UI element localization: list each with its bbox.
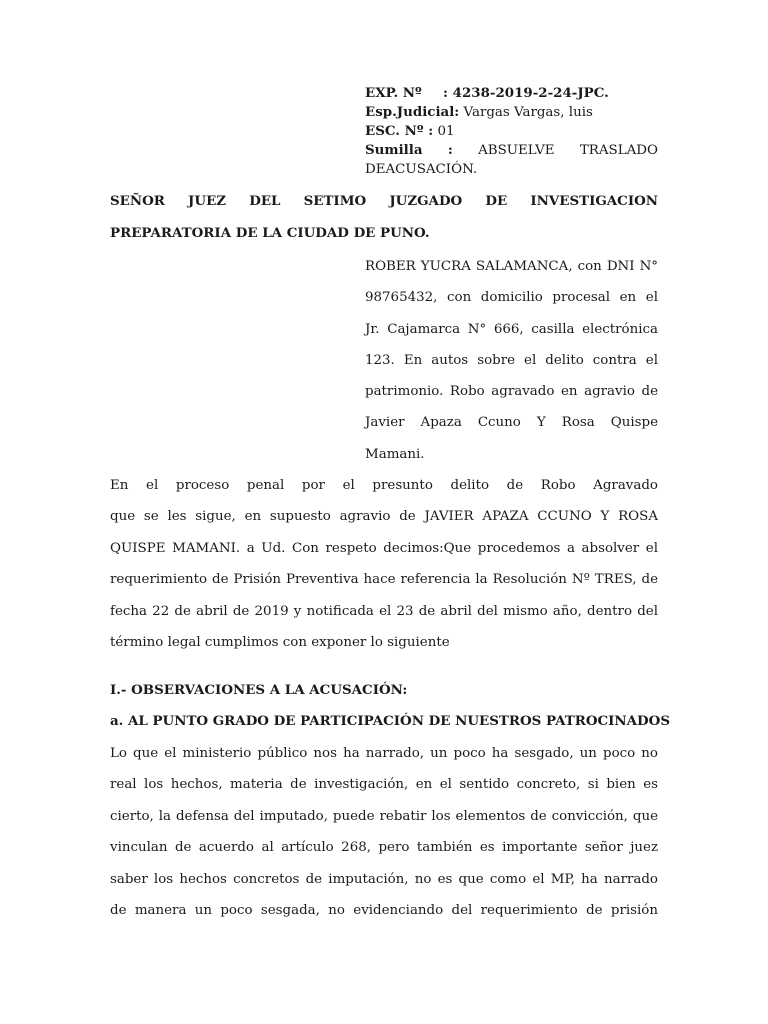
sumilla-line-2: DEACUSACIÓN. <box>365 162 478 177</box>
party-line: 98765432, con domicilio procesal en el <box>365 290 658 306</box>
expediente-value: : 4238-2019-2-24-JPC. <box>443 85 609 101</box>
paragraph-line: Lo que el ministerio público nos ha narrado, un poco ha sesgado, un poco no <box>110 746 658 761</box>
paragraph-line: vinculan de acuerdo al artículo 268, pero también es importante señor juez <box>110 840 658 856</box>
escrito-row <box>365 122 658 141</box>
escrito-value: 01 <box>437 124 455 139</box>
paragraph-line: QUISPE MAMANI. a Ud. Con respeto decimos:Que procedemos a absolver el <box>110 540 658 556</box>
judicial-value: Vargas Vargas, luis <box>463 105 593 120</box>
subsection-heading: a. AL PUNTO GRADO DE PARTICIPACIÓN DE NUESTROS PATROCINADOS <box>110 713 670 729</box>
expediente-row <box>365 84 658 103</box>
paragraph-line: cierto, la defensa del imputado, puede rebatir los elementos de convicción, que <box>110 808 658 824</box>
party-line: patrimonio. Robo agravado en agravio de <box>365 384 658 400</box>
paragraph-line: saber los hechos concretos de imputación, no es que como el MP, ha narrado <box>110 871 658 887</box>
sumilla-row <box>365 141 658 160</box>
paragraph-line: requerimiento de Prisión Preventiva hace referencia la Resolución Nº TRES, de <box>110 572 658 588</box>
escrito-label: ESC. Nº : <box>365 123 434 139</box>
addressee-line-1: SEÑOR JUEZ DEL SETIMO JUZGADO DE INVESTIGACION <box>110 193 658 209</box>
section-paragraph <box>110 738 658 926</box>
section-heading: I.- OBSERVACIONES A LA ACUSACIÓN: <box>110 682 408 698</box>
party-line: Javier Apaza Ccuno Y Rosa Quispe <box>365 415 658 431</box>
judicial-row <box>365 103 658 122</box>
addressee-line-2: PREPARATORIA DE LA CIUDAD DE PUNO. <box>110 225 430 241</box>
paragraph-line: real los hechos, materia de investigación, en el sentido concreto, si bien es <box>110 777 658 793</box>
paragraph-line: En el proceso penal por el presunto delito de Robo Agravado <box>110 478 658 493</box>
paragraph-line: que se les sigue, en supuesto agravio de JAVIER APAZA CCUNO Y ROSA <box>110 509 658 525</box>
sumilla-colon: : <box>447 142 453 158</box>
intro-paragraph <box>110 470 658 658</box>
sumilla-word-2: TRASLADO <box>579 143 658 158</box>
expediente-label: EXP. Nº <box>365 85 422 101</box>
sumilla-word-1: ABSUELVE <box>478 143 555 158</box>
party-line: 123. En autos sobre el delito contra el <box>365 352 658 368</box>
party-line: ROBER YUCRA SALAMANCA, con DNI N° <box>365 259 658 274</box>
party-line: Mamani. <box>365 446 425 462</box>
party-line: Jr. Cajamarca N° 666, casilla electrónica <box>365 321 658 337</box>
judicial-label: Esp.Judicial: <box>365 104 460 120</box>
paragraph-line: de manera un poco sesgada, no evidenciando del requerimiento de prisión <box>110 902 658 918</box>
case-header <box>365 84 658 179</box>
party-block <box>365 251 658 470</box>
paragraph-line: término legal cumplimos con exponer lo siguiente <box>110 634 450 650</box>
sumilla-label: Sumilla <box>365 142 423 158</box>
paragraph-line: fecha 22 de abril de 2019 y notificada el 23 de abril del mismo año, dentro del <box>110 603 658 619</box>
